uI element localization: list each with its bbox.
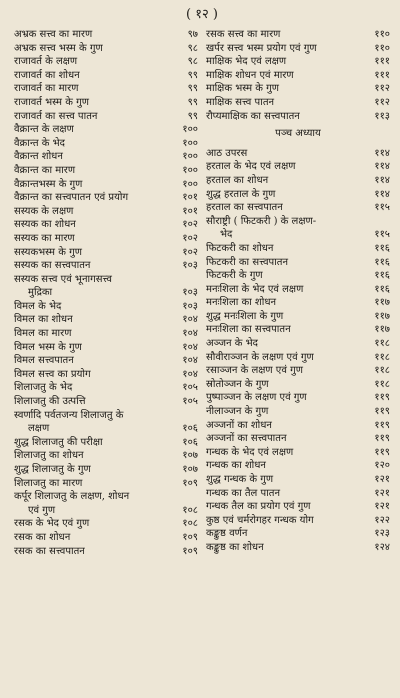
toc-entry-title: अञ्जन के भेद bbox=[206, 338, 258, 350]
toc-entry bbox=[206, 473, 390, 487]
toc-entry-title: राजावर्त भस्म के गुण bbox=[14, 96, 89, 108]
toc-entry-title: मनःशिला का शोधन bbox=[206, 297, 277, 309]
toc-entry-title: सस्यक के लक्षण bbox=[14, 205, 74, 217]
toc-entry bbox=[206, 527, 390, 541]
toc-entry-title: शिलाजतु का शोधन bbox=[14, 450, 84, 462]
toc-entry-page-number: ११२ bbox=[374, 96, 390, 108]
toc-entry-page-number: १०८ bbox=[182, 504, 198, 516]
toc-entry-page-number: १०० bbox=[182, 164, 198, 176]
toc-entry-page-number: ११५ bbox=[374, 202, 390, 214]
toc-entry-title: हरताल का शोधन bbox=[206, 174, 269, 186]
toc-entry-page-number: १०४ bbox=[182, 314, 198, 326]
toc-entry bbox=[14, 490, 198, 504]
toc-entry-page-number: १०४ bbox=[182, 368, 198, 380]
toc-entry-page-number: १०१ bbox=[182, 205, 198, 217]
toc-entry bbox=[206, 487, 390, 501]
toc-entry-page-number: ११६ bbox=[374, 270, 390, 282]
toc-entry-page-number: १०९ bbox=[182, 531, 198, 543]
toc-entry-title: वैक्रान्त का सत्त्वपातन एवं प्रयोग bbox=[14, 192, 129, 204]
toc-entry-title: गन्धक तैल का प्रयोग एवं गुण bbox=[206, 501, 311, 513]
toc-entry bbox=[206, 82, 390, 96]
toc-entry bbox=[14, 205, 198, 219]
toc-entry-title: विमल भस्म के गुण bbox=[14, 341, 82, 353]
toc-entry bbox=[14, 327, 198, 341]
toc-entry-page-number: ११७ bbox=[374, 297, 390, 309]
toc-entry-title: विमल सत्त्व का प्रयोग bbox=[14, 368, 91, 380]
toc-entry-title: राजावर्त का शोधन bbox=[14, 69, 80, 81]
toc-entry-title: खर्पर सत्त्व भस्म प्रयोग एवं गुण bbox=[206, 42, 317, 54]
toc-entry bbox=[206, 500, 390, 514]
toc-entry-page-number: १२४ bbox=[374, 541, 390, 553]
toc-entry-title: राजावर्त के लक्षण bbox=[14, 56, 78, 68]
toc-entry-page-number: १०३ bbox=[182, 300, 198, 312]
toc-entry-title: रौप्यमाक्षिक का सत्त्वपातन bbox=[206, 110, 300, 122]
toc-entry-title: वैक्रान्त के लक्षण bbox=[14, 124, 74, 136]
toc-entry bbox=[14, 409, 198, 423]
toc-entry-title: राजावर्त का सत्त्व पातन bbox=[14, 110, 98, 122]
toc-entry-title: शुद्ध शिलाजतु की परीक्षा bbox=[14, 436, 103, 448]
toc-entry bbox=[14, 341, 198, 355]
toc-entry-title: नीलाञ्जन के गुण bbox=[206, 406, 269, 418]
toc-entry-title: मनःशिला का सत्त्वपातन bbox=[206, 324, 291, 336]
toc-entry-page-number: १०९ bbox=[182, 545, 198, 557]
toc-entry-page-number: ११४ bbox=[374, 161, 390, 173]
toc-entry bbox=[14, 55, 198, 69]
toc-entry bbox=[14, 82, 198, 96]
toc-entry bbox=[14, 259, 198, 273]
toc-entry bbox=[14, 354, 198, 368]
toc-entry-title: सस्यक सत्त्व एवं भूनागसत्त्व bbox=[14, 273, 112, 285]
toc-entry-title: मनःशिला के भेद एवं लक्षण bbox=[206, 283, 304, 295]
toc-entry-title: स्वर्णादि पर्वतजन्य शिलाजतु के bbox=[14, 409, 124, 421]
toc-entry-title: स्रोतोञ्जन के गुण bbox=[206, 378, 269, 390]
toc-entry-title: वैक्रान्त के भेद bbox=[14, 137, 65, 149]
toc-entry bbox=[206, 351, 390, 365]
toc-entry-page-number: १२१ bbox=[374, 487, 390, 499]
toc-entry bbox=[206, 96, 390, 110]
toc-entry-page-number: १०५ bbox=[182, 382, 198, 394]
toc-entry-page-number: ९९ bbox=[187, 69, 198, 81]
toc-entry bbox=[206, 28, 390, 42]
toc-entry-page-number: ११८ bbox=[374, 365, 390, 377]
toc-entry-page-number: १०० bbox=[182, 124, 198, 136]
chapter-heading bbox=[206, 127, 390, 141]
toc-entry bbox=[206, 459, 390, 473]
toc-entry-title: पञ्च अध्याय bbox=[275, 128, 321, 140]
toc-entry-title: रसक का शोधन bbox=[14, 531, 71, 543]
toc-entry-title: शिलाजतु की उत्पत्ति bbox=[14, 396, 86, 408]
toc-entry bbox=[206, 541, 390, 555]
toc-entry-title: कर्पूर शिलाजतु के लक्षण, शोधन bbox=[14, 491, 130, 503]
toc-entry-page-number: १०२ bbox=[182, 232, 198, 244]
toc-entry bbox=[14, 300, 198, 314]
toc-entry-page-number: ९८ bbox=[187, 56, 198, 68]
toc-entry-page-number: १०४ bbox=[182, 341, 198, 353]
toc-entry-page-number: ११६ bbox=[374, 283, 390, 295]
toc-entry-page-number: १०० bbox=[182, 137, 198, 149]
toc-entry bbox=[14, 150, 198, 164]
toc-entry bbox=[206, 42, 390, 56]
toc-entry-page-number: ११४ bbox=[374, 147, 390, 159]
toc-entry-title: शुद्ध हरताल के गुण bbox=[206, 188, 276, 200]
toc-entry bbox=[206, 419, 390, 433]
toc-entry-title: माक्षिक शोधन एवं मारण bbox=[206, 69, 294, 81]
toc-entry bbox=[14, 69, 198, 83]
toc-entry-title: सौवीराञ्जन के लक्षण एवं गुण bbox=[206, 351, 314, 363]
toc-entry bbox=[206, 405, 390, 419]
toc-entry-title: रसक का सत्त्वपातन bbox=[14, 545, 85, 557]
toc-entry-page-number: ११० bbox=[374, 42, 390, 54]
toc-entry-title: राजावर्त का मारण bbox=[14, 83, 79, 95]
toc-entry-title: अञ्जनों का शोधन bbox=[206, 419, 272, 431]
toc-entry bbox=[14, 313, 198, 327]
toc-entry-title: फिटकरी का शोधन bbox=[206, 242, 274, 254]
toc-entry bbox=[14, 395, 198, 409]
toc-entry-title: सस्यक का शोधन bbox=[14, 219, 76, 231]
toc-entry bbox=[14, 164, 198, 178]
toc-entry-page-number: ९७ bbox=[187, 29, 198, 40]
toc-entry-page-number: १०९ bbox=[182, 477, 198, 489]
toc-entry-title: मुद्रिका bbox=[28, 287, 53, 299]
toc-entry-page-number: १०३ bbox=[182, 287, 198, 299]
toc-entry bbox=[206, 323, 390, 337]
toc-entry-page-number: ११४ bbox=[374, 174, 390, 186]
toc-entry bbox=[14, 286, 198, 300]
toc-entry-page-number: ११६ bbox=[374, 242, 390, 254]
toc-entry-title: रसाञ्जन के लक्षण एवं गुण bbox=[206, 365, 303, 377]
toc-entry-title: हरताल का सत्त्वपातन bbox=[206, 202, 283, 214]
toc-entry-page-number: ११४ bbox=[374, 188, 390, 200]
toc-entry-page-number: १११ bbox=[374, 56, 390, 68]
toc-entry-page-number: ११९ bbox=[374, 446, 390, 458]
toc-entry-title: आठ उपरस bbox=[206, 147, 248, 159]
toc-entry-page-number: १२० bbox=[374, 460, 390, 472]
toc-entry bbox=[14, 545, 198, 559]
toc-entry-title: कङ्कुष्ठ का शोधन bbox=[206, 541, 264, 553]
toc-entry bbox=[14, 368, 198, 382]
toc-entry-title: माक्षिक भस्म के गुण bbox=[206, 83, 279, 95]
toc-entry-page-number: १०५ bbox=[182, 396, 198, 408]
toc-entry-title: सस्यक का मारण bbox=[14, 232, 75, 244]
toc-entry-title: लक्षण bbox=[28, 423, 50, 435]
table-of-contents bbox=[14, 28, 390, 558]
toc-entry bbox=[206, 228, 390, 242]
toc-entry bbox=[206, 283, 390, 297]
toc-entry bbox=[14, 28, 198, 42]
toc-entry-title: एवं गुण bbox=[28, 504, 56, 516]
toc-entry-title: शुद्ध शिलाजतु के गुण bbox=[14, 464, 91, 475]
toc-entry bbox=[14, 96, 198, 110]
toc-entry-page-number: १०४ bbox=[182, 355, 198, 367]
toc-entry bbox=[14, 232, 198, 246]
toc-entry-page-number: ११८ bbox=[374, 378, 390, 390]
toc-entry bbox=[206, 201, 390, 215]
toc-entry bbox=[14, 504, 198, 518]
toc-entry bbox=[14, 449, 198, 463]
toc-entry-title: शुद्ध मनःशिला के गुण bbox=[206, 310, 284, 322]
toc-entry bbox=[14, 137, 198, 151]
toc-entry-title: भेद bbox=[220, 229, 233, 241]
toc-entry-page-number: ११५ bbox=[374, 229, 390, 241]
toc-entry-title: शुद्ध गन्धक के गुण bbox=[206, 474, 274, 485]
toc-entry-page-number: १०० bbox=[182, 178, 198, 190]
toc-entry-page-number: १०४ bbox=[182, 328, 198, 340]
toc-entry-title: गन्धक का तैल पातन bbox=[206, 487, 281, 499]
toc-entry-title: रसक सत्त्व का मारण bbox=[206, 29, 281, 40]
toc-entry-title: फिटकरी के गुण bbox=[206, 270, 263, 282]
toc-entry-title: माक्षिक सत्त्व पातन bbox=[206, 96, 275, 108]
toc-entry bbox=[206, 147, 390, 161]
toc-entry-page-number: १०८ bbox=[182, 518, 198, 530]
page-number: ( १२ ) bbox=[186, 7, 218, 22]
toc-entry bbox=[206, 514, 390, 528]
toc-entry-page-number: १०७ bbox=[182, 450, 198, 462]
toc-entry bbox=[14, 436, 198, 450]
toc-entry bbox=[14, 463, 198, 477]
toc-entry-page-number: ११९ bbox=[374, 406, 390, 418]
toc-entry-title: फिटकरी का सत्त्वपातन bbox=[206, 256, 289, 268]
toc-entry bbox=[206, 160, 390, 174]
toc-entry-title: सस्यक का सत्त्वपातन bbox=[14, 260, 91, 272]
toc-entry-page-number: १२३ bbox=[374, 528, 390, 540]
toc-entry-page-number: ११७ bbox=[374, 310, 390, 322]
toc-entry bbox=[206, 69, 390, 83]
toc-entry-page-number: ११७ bbox=[374, 324, 390, 336]
toc-entry-title: वैक्रान्त शोधन bbox=[14, 151, 63, 163]
toc-entry-page-number: ११८ bbox=[374, 351, 390, 363]
toc-entry bbox=[206, 337, 390, 351]
toc-entry bbox=[206, 310, 390, 324]
toc-entry-page-number: १०२ bbox=[182, 219, 198, 231]
toc-entry-page-number: ११३ bbox=[374, 110, 390, 122]
toc-entry-title: कङ्कुष्ठ वर्णन bbox=[206, 528, 248, 540]
toc-entry bbox=[14, 123, 198, 137]
toc-entry-page-number: ९९ bbox=[187, 96, 198, 108]
toc-entry-title: वैक्रान्तभस्म के गुण bbox=[14, 178, 83, 190]
toc-entry bbox=[206, 188, 390, 202]
toc-entry-page-number: १११ bbox=[374, 69, 390, 81]
toc-entry bbox=[206, 110, 390, 124]
toc-entry-page-number: १२१ bbox=[374, 474, 390, 485]
toc-entry-title: विमल का शोधन bbox=[14, 314, 73, 326]
toc-entry bbox=[206, 174, 390, 188]
toc-entry-page-number: १०७ bbox=[182, 464, 198, 475]
toc-entry-page-number: ११९ bbox=[374, 392, 390, 404]
toc-right-column bbox=[206, 28, 390, 558]
toc-entry bbox=[206, 269, 390, 283]
toc-entry-title: विमल के भेद bbox=[14, 300, 62, 312]
toc-entry bbox=[14, 531, 198, 545]
toc-entry-page-number: ११६ bbox=[374, 256, 390, 268]
toc-entry bbox=[14, 110, 198, 124]
toc-left-column bbox=[14, 28, 198, 558]
toc-entry bbox=[14, 422, 198, 436]
toc-entry bbox=[14, 191, 198, 205]
toc-entry-page-number: ९८ bbox=[187, 42, 198, 54]
toc-entry-page-number: ९९ bbox=[187, 83, 198, 95]
toc-entry-title: अभ्रक सत्त्व का मारण bbox=[14, 29, 93, 40]
toc-entry-title: सस्यकभस्म के गुण bbox=[14, 246, 82, 258]
toc-entry-title: पुष्पाञ्जन के लक्षण एवं गुण bbox=[206, 392, 307, 404]
toc-entry bbox=[206, 242, 390, 256]
toc-entry bbox=[206, 55, 390, 69]
toc-entry bbox=[206, 446, 390, 460]
toc-entry bbox=[206, 256, 390, 270]
toc-entry-page-number: ११९ bbox=[374, 419, 390, 431]
toc-entry-title: अञ्जनों का सत्त्वपातन bbox=[206, 433, 287, 445]
toc-entry-title: सौराष्ट्री ( फिटकरी ) के लक्षण- bbox=[206, 215, 317, 227]
toc-entry-title: विमल का मारण bbox=[14, 328, 72, 340]
toc-entry-page-number: १०३ bbox=[182, 260, 198, 272]
toc-entry-title: कुष्ठ एवं चर्मरोगहर गन्धक योग bbox=[206, 514, 314, 526]
toc-entry-title: अभ्रक सत्त्व भस्म के गुण bbox=[14, 42, 103, 54]
toc-entry-page-number: १०६ bbox=[182, 423, 198, 435]
toc-entry-page-number: ११२ bbox=[374, 83, 390, 95]
toc-entry-title: रसक के भेद एवं गुण bbox=[14, 518, 90, 530]
toc-entry bbox=[14, 246, 198, 260]
toc-entry bbox=[206, 296, 390, 310]
toc-entry-title: हरताल के भेद एवं लक्षण bbox=[206, 161, 296, 173]
toc-entry bbox=[14, 42, 198, 56]
toc-entry bbox=[206, 364, 390, 378]
toc-entry-page-number: ११८ bbox=[374, 338, 390, 350]
toc-entry bbox=[14, 477, 198, 491]
toc-entry-title: विमल सत्त्वपातन bbox=[14, 355, 74, 367]
toc-entry bbox=[14, 218, 198, 232]
toc-entry bbox=[206, 391, 390, 405]
toc-entry-title: गन्धक का शोधन bbox=[206, 460, 266, 472]
toc-entry bbox=[14, 178, 198, 192]
toc-entry bbox=[206, 432, 390, 446]
toc-entry-title: माक्षिक भेद एवं लक्षण bbox=[206, 56, 287, 68]
toc-entry bbox=[14, 273, 198, 287]
toc-entry bbox=[14, 381, 198, 395]
toc-entry bbox=[14, 517, 198, 531]
toc-entry-page-number: १०२ bbox=[182, 246, 198, 258]
toc-entry-title: शिलाजतु के भेद bbox=[14, 382, 73, 394]
toc-entry-page-number: १०० bbox=[182, 151, 198, 163]
toc-entry bbox=[206, 378, 390, 392]
toc-entry-page-number: १०१ bbox=[182, 192, 198, 204]
toc-entry-title: शिलाजतु का मारण bbox=[14, 477, 83, 489]
toc-entry-page-number: ११० bbox=[374, 29, 390, 40]
toc-entry-page-number: १०६ bbox=[182, 436, 198, 448]
toc-entry bbox=[206, 215, 390, 229]
toc-entry-page-number: १२१ bbox=[374, 501, 390, 513]
toc-entry-title: गन्धक के भेद एवं लक्षण bbox=[206, 446, 294, 458]
toc-entry-page-number: ११९ bbox=[374, 433, 390, 445]
toc-entry-page-number: १२२ bbox=[374, 514, 390, 526]
toc-entry-page-number: ९९ bbox=[187, 110, 198, 122]
toc-entry-title: वैक्रान्त का मारण bbox=[14, 164, 76, 176]
